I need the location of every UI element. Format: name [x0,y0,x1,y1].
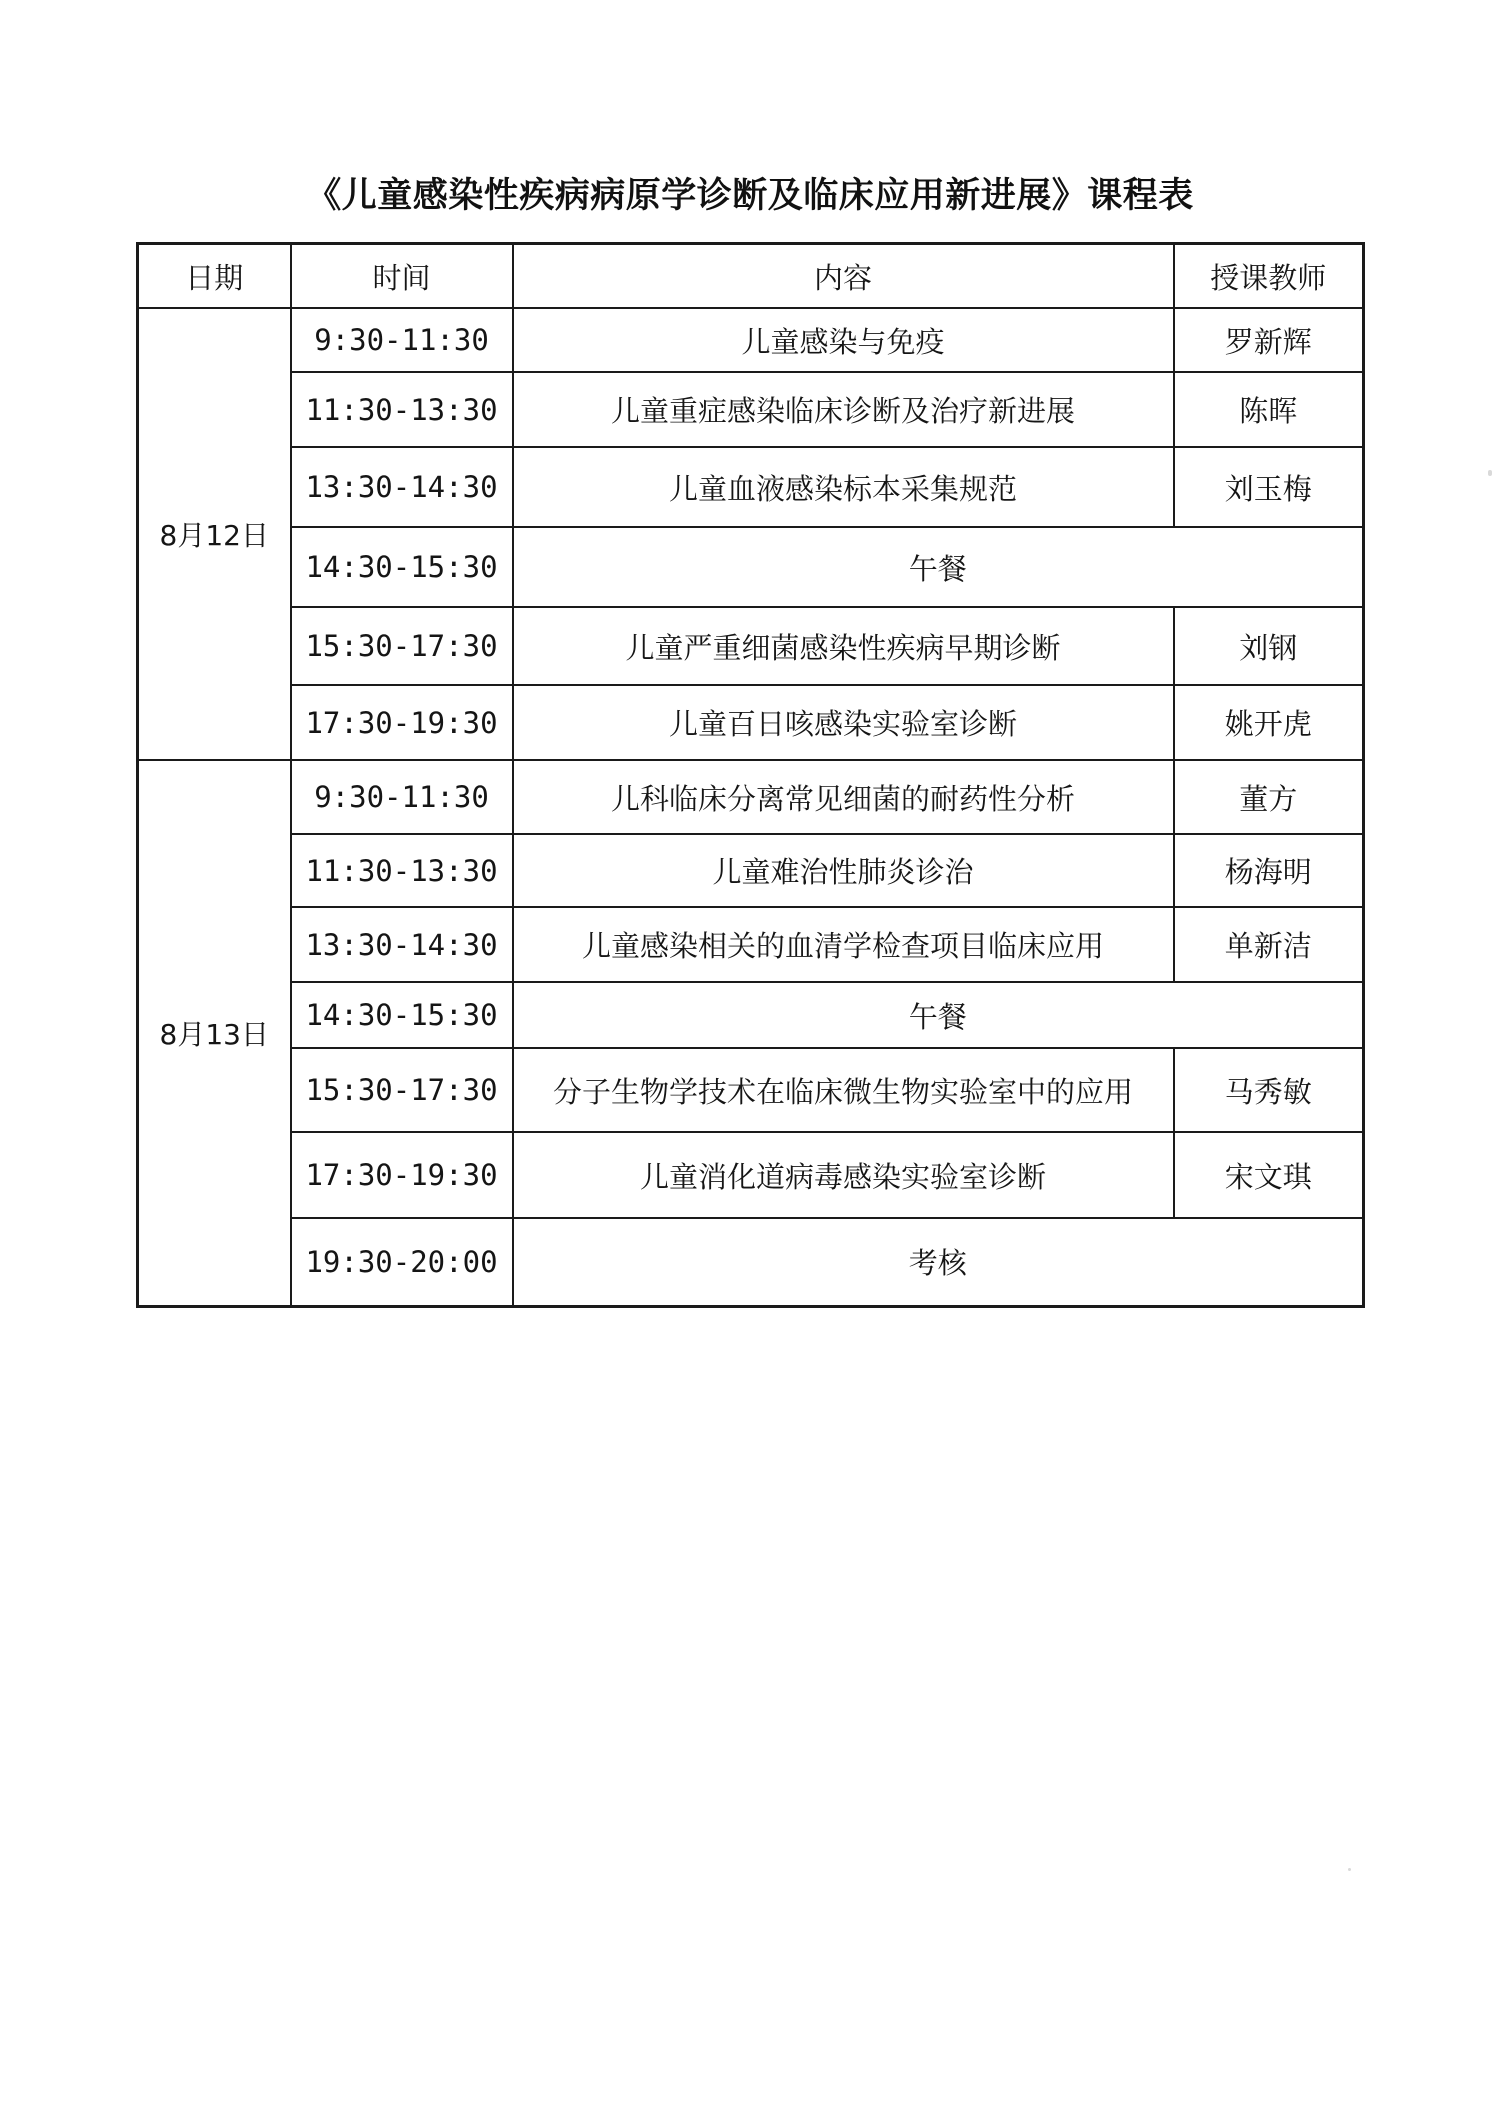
teacher-cell: 罗新辉 [1174,308,1364,372]
content-cell: 分子生物学技术在临床微生物实验室中的应用 [513,1048,1174,1132]
content-cell: 儿童难治性肺炎诊治 [513,834,1174,907]
teacher-cell: 刘玉梅 [1174,447,1364,527]
teacher-cell: 马秀敏 [1174,1048,1364,1132]
time-cell: 11:30-13:30 [291,834,513,907]
time-cell: 9:30-11:30 [291,308,513,372]
lunch-cell: 午餐 [513,527,1364,607]
date-cell-day1: 8月12日 [138,308,291,760]
time-cell: 14:30-15:30 [291,982,513,1048]
table-row [138,760,1364,834]
content-cell: 儿童百日咳感染实验室诊断 [513,685,1174,760]
teacher-cell: 陈晖 [1174,372,1364,447]
time-cell: 19:30-20:00 [291,1218,513,1306]
content-cell: 儿童重症感染临床诊断及治疗新进展 [513,372,1174,447]
time-cell: 9:30-11:30 [291,760,513,834]
table-row [138,372,1364,447]
course-schedule-table [136,242,1365,1308]
content-cell: 儿童血液感染标本采集规范 [513,447,1174,527]
time-cell: 13:30-14:30 [291,907,513,982]
time-cell: 13:30-14:30 [291,447,513,527]
table-row [138,527,1364,607]
header-time: 时间 [291,244,513,309]
content-cell: 儿童消化道病毒感染实验室诊断 [513,1132,1174,1218]
time-cell: 11:30-13:30 [291,372,513,447]
table-row [138,308,1364,372]
time-cell: 15:30-17:30 [291,607,513,685]
content-cell: 儿科临床分离常见细菌的耐药性分析 [513,760,1174,834]
date-cell-day2: 8月13日 [138,760,291,1306]
lunch-cell: 午餐 [513,982,1364,1048]
header-date: 日期 [138,244,291,309]
scan-speck [1488,470,1492,476]
teacher-cell: 单新洁 [1174,907,1364,982]
teacher-cell: 董方 [1174,760,1364,834]
time-cell: 14:30-15:30 [291,527,513,607]
table-row [138,1048,1364,1132]
page-title: 《儿童感染性疾病病原学诊断及临床应用新进展》课程表 [306,176,1194,216]
header-teacher: 授课教师 [1174,244,1364,309]
scan-speck [1348,1868,1351,1871]
exam-cell: 考核 [513,1218,1364,1306]
table-row [138,834,1364,907]
table-row [138,447,1364,527]
table-row [138,607,1364,685]
teacher-cell: 刘钢 [1174,607,1364,685]
time-cell: 17:30-19:30 [291,1132,513,1218]
table-row [138,1218,1364,1306]
content-cell: 儿童严重细菌感染性疾病早期诊断 [513,607,1174,685]
teacher-cell: 宋文琪 [1174,1132,1364,1218]
table-row [138,907,1364,982]
header-content: 内容 [513,244,1174,309]
time-cell: 15:30-17:30 [291,1048,513,1132]
content-cell: 儿童感染相关的血清学检查项目临床应用 [513,907,1174,982]
table-header-row [138,244,1364,309]
content-cell: 儿童感染与免疫 [513,308,1174,372]
teacher-cell: 姚开虎 [1174,685,1364,760]
table-row [138,982,1364,1048]
table-row [138,1132,1364,1218]
table-row [138,685,1364,760]
time-cell: 17:30-19:30 [291,685,513,760]
teacher-cell: 杨海明 [1174,834,1364,907]
